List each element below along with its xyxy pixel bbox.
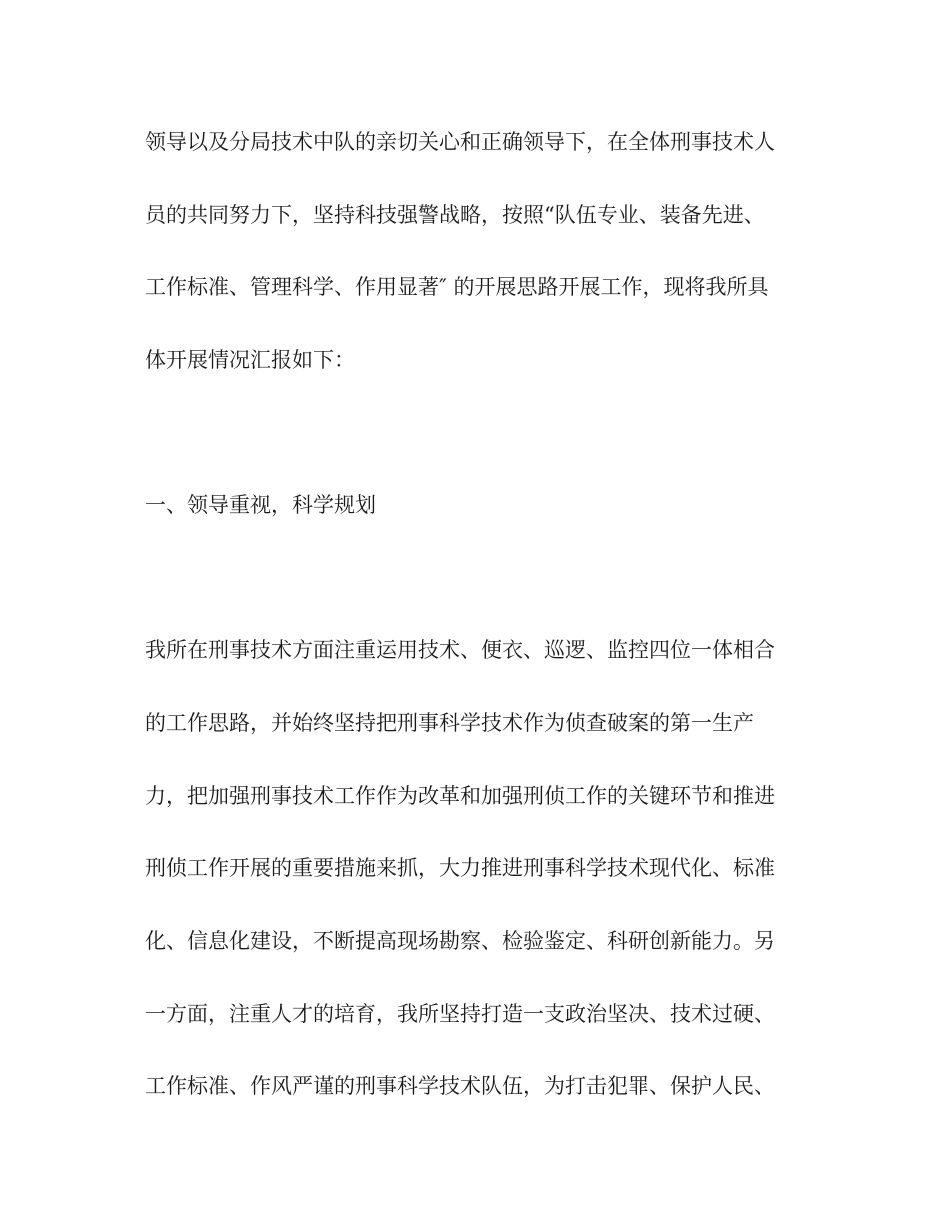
paragraph-1-line-4: 体开展情况汇报如下： (145, 348, 355, 372)
section-heading-1: 一、领导重视，科学规划 (145, 493, 376, 517)
paragraph-1-line-3: 工作标准、管理科学、作用显著″ 的开展思路开展工作，现将我所具 (145, 275, 769, 299)
paragraph-2-line-4: 刑侦工作开展的重要措施来抓，大力推进刑事科学技术现代化、标准 (145, 856, 775, 880)
paragraph-2-line-5: 化、信息化建设，不断提高现场勘察、检验鉴定、科研创新能力。另 (145, 929, 775, 953)
paragraph-1-line-2: 员的共同努力下，坚持科技强警战略，按照“队伍专业、装备先进、 (145, 203, 765, 227)
paragraph-2-line-1: 我所在刑事技术方面注重运用技术、便衣、巡逻、监控四位一体相合 (145, 638, 775, 662)
paragraph-2-line-6: 一方面，注重人才的培育，我所坚持打造一支政治坚决、技术过硬、 (145, 1002, 775, 1026)
paragraph-2-line-3: 力，把加强刑事技术工作作为改革和加强刑侦工作的关键环节和推进 (145, 784, 775, 808)
paragraph-2-line-2: 的工作思路，并始终坚持把刑事科学技术作为侦查破案的第一生产 (145, 711, 754, 735)
paragraph-2-line-7: 工作标准、作风严谨的刑事科学技术队伍，为打击犯罪、保护人民、 (145, 1074, 775, 1098)
paragraph-1-line-1: 领导以及分局技术中队的亲切关心和正确领导下，在全体刑事技术人 (145, 130, 775, 154)
